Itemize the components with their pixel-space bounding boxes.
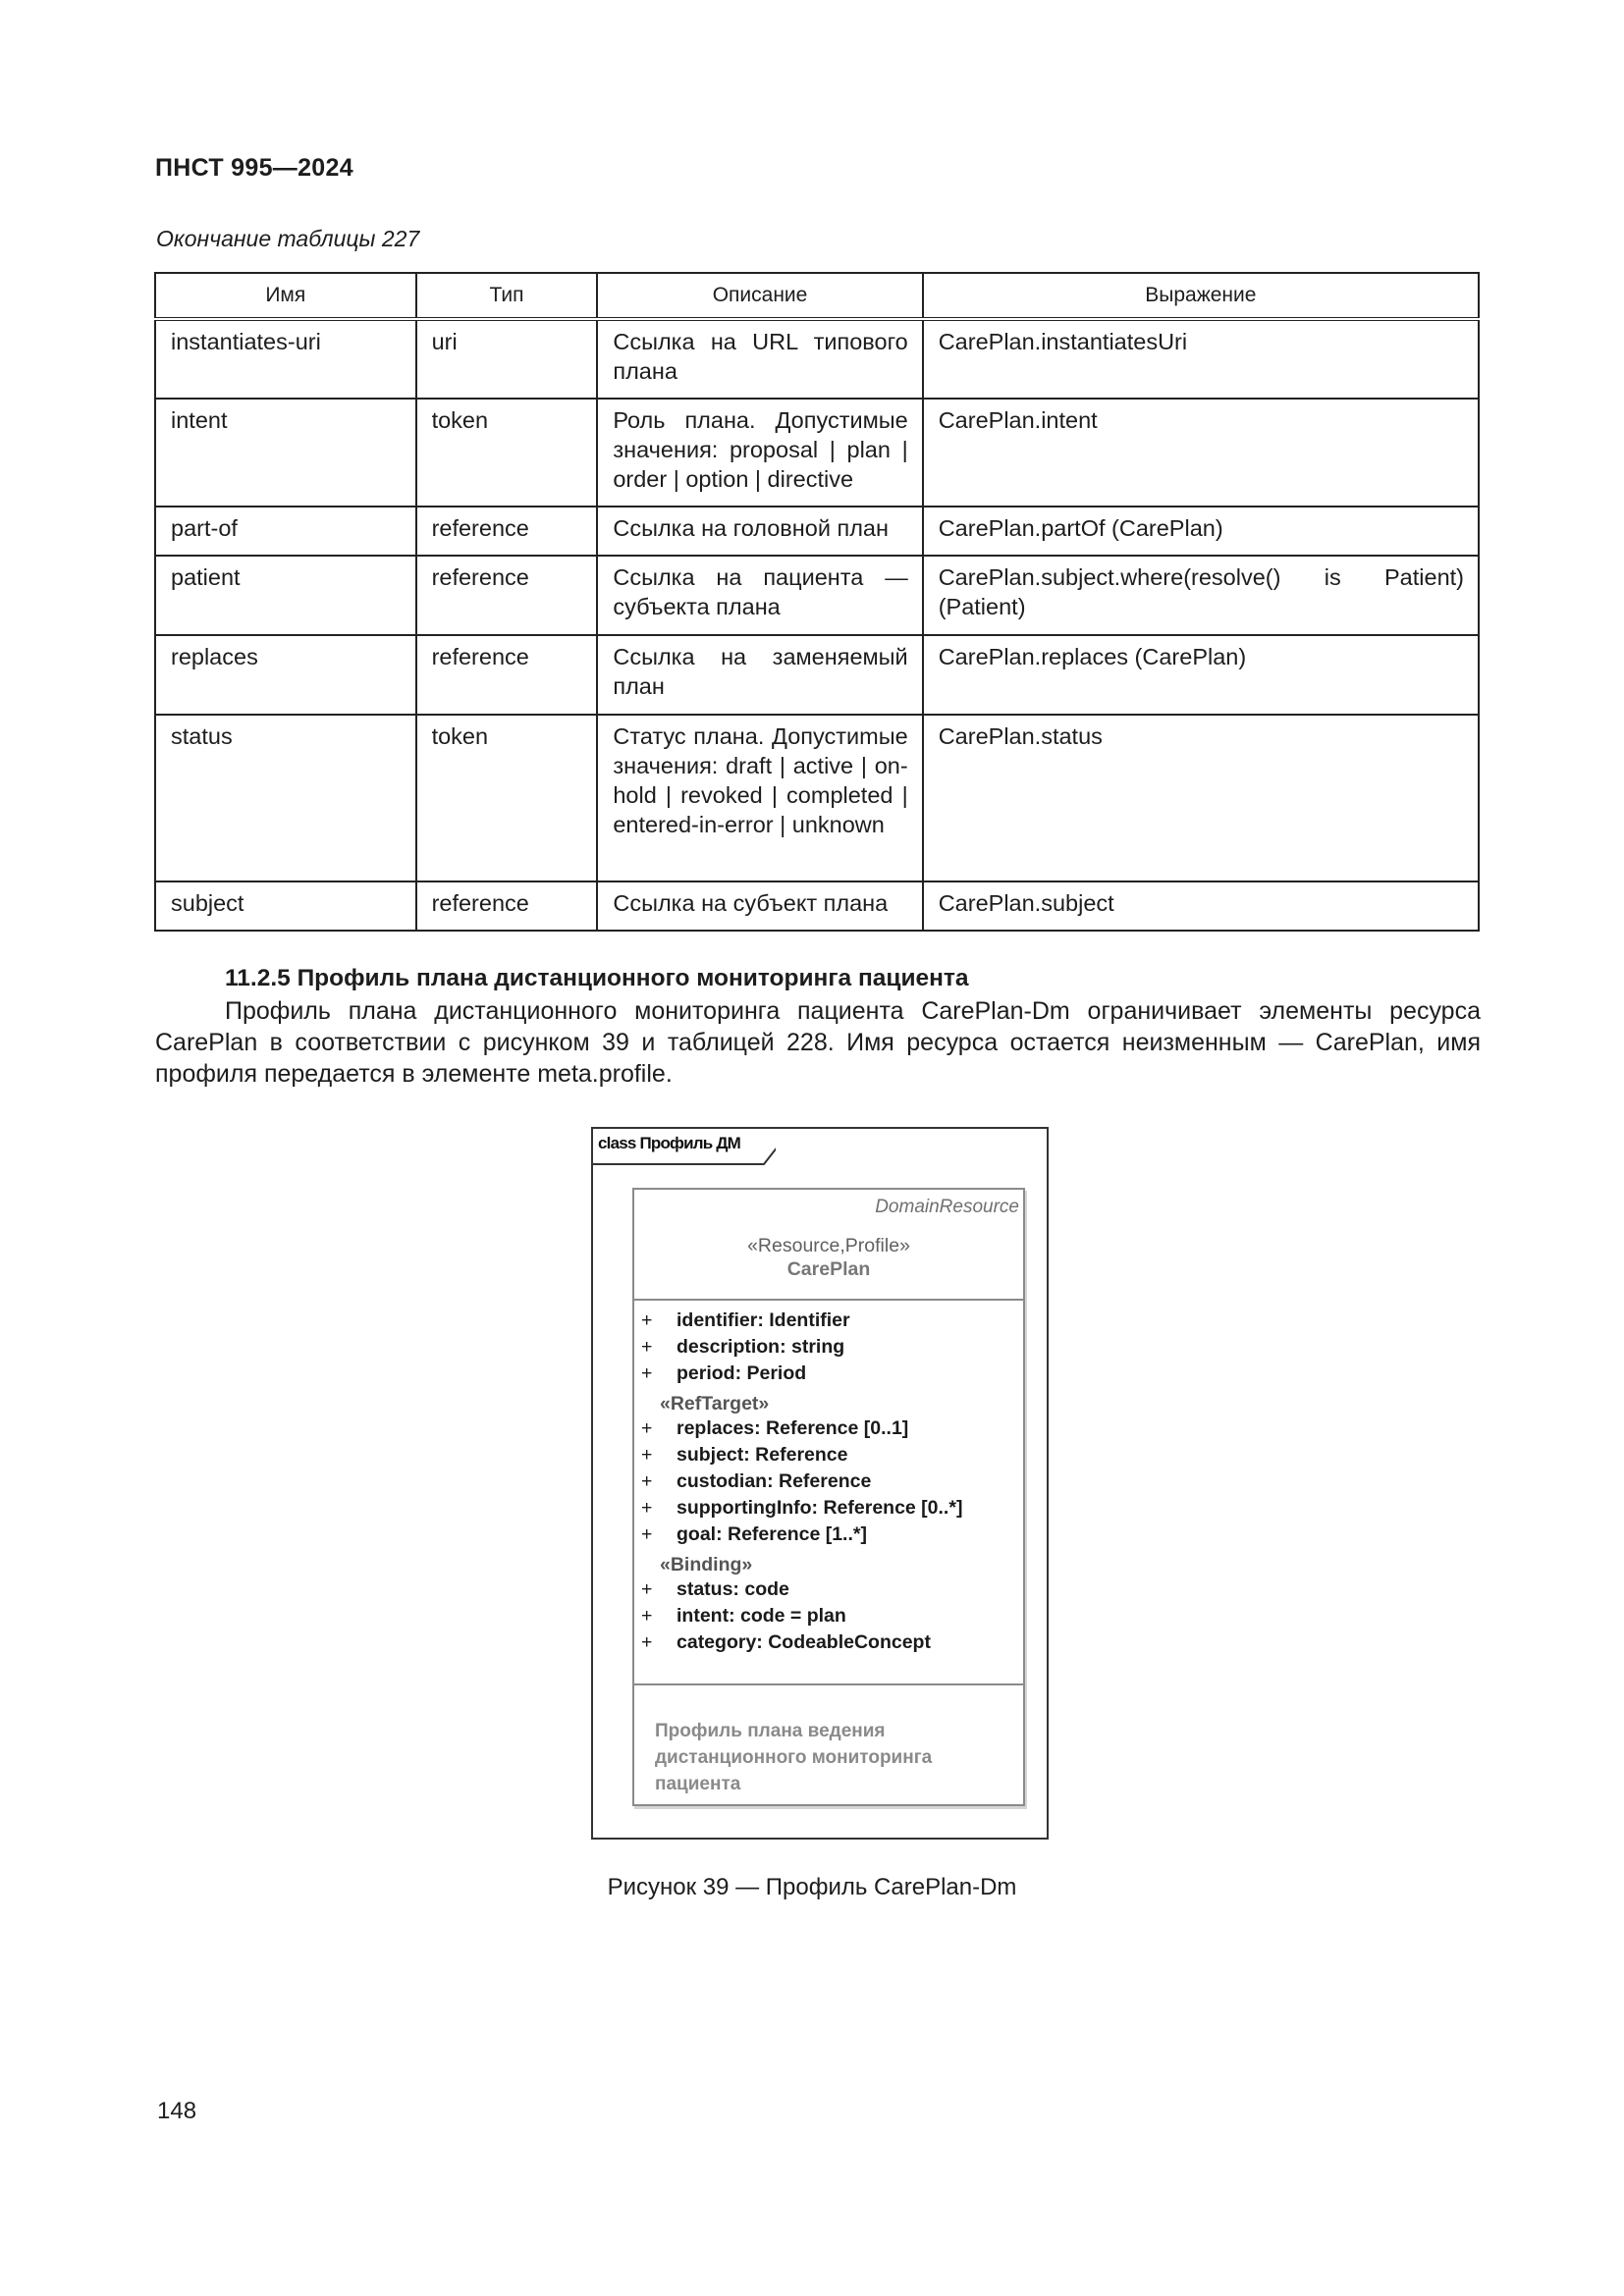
uml-attribute: + identifier: Identifier <box>641 1309 850 1331</box>
uml-attribute: + category: CodeableConcept <box>641 1631 931 1653</box>
uml-note-line: дистанционного мониторинга <box>655 1747 933 1768</box>
cell-expression: CarePlan.intent <box>923 399 1479 507</box>
table-row <box>155 507 1479 556</box>
cell-type: token <box>416 399 598 507</box>
table-row <box>155 881 1479 931</box>
cell-name: subject <box>155 881 416 931</box>
document-header: ПНСТ 995—2024 <box>155 154 353 182</box>
cell-type: uri <box>416 319 598 399</box>
cell-description: Ссылка на головной план <box>597 507 922 556</box>
cell-type: reference <box>416 507 598 556</box>
uml-parent-class: DomainResource <box>875 1197 1019 1217</box>
cell-expression: CarePlan.status <box>923 715 1479 881</box>
page-number: 148 <box>157 2098 197 2124</box>
cell-type: reference <box>416 556 598 635</box>
cell-type: reference <box>416 635 598 715</box>
uml-attribute: + subject: Reference <box>641 1444 848 1466</box>
cell-description: Ссылка на заменяемый план <box>597 635 922 715</box>
cell-description: Ссылка на субъект плана <box>597 881 922 931</box>
uml-note <box>634 1685 1023 1797</box>
uml-note-line: пациента <box>655 1774 741 1794</box>
cell-name: replaces <box>155 635 416 715</box>
uml-attributes <box>634 1301 1023 1685</box>
cell-expression: CarePlan.subject <box>923 881 1479 931</box>
cell-description: Ссылка на пациента — субъекта плана <box>597 556 922 635</box>
frame-label-tab <box>593 1129 776 1164</box>
cell-type: reference <box>416 881 598 931</box>
uml-diagram-frame <box>591 1127 1049 1840</box>
cell-name: patient <box>155 556 416 635</box>
section-paragraph: Профиль плана дистанционного мониторинга пациента CarePlan-Dm ограничивает элементы ресурса CarePlan в соответствии с рисунком 39 и таблицей 228. Имя ресурса остается неизменным — CarePlan, имя профиля передается в элементе meta.profile. <box>155 997 1481 1088</box>
col-header-description: Описание <box>597 273 922 319</box>
table-row <box>155 715 1479 881</box>
uml-group-reftarget: «RefTarget» <box>660 1393 770 1415</box>
cell-description: Ссылка на URL типового плана <box>597 319 922 399</box>
uml-class-careplan <box>632 1188 1025 1806</box>
cell-name: status <box>155 715 416 881</box>
uml-attribute: + description: string <box>641 1336 845 1358</box>
table-row <box>155 635 1479 715</box>
cell-expression: CarePlan.subject.where(resolve() is Patient) (Patient) <box>923 556 1479 635</box>
section-title: 11.2.5 Профиль плана дистанционного мониторинга пациента <box>225 965 969 991</box>
uml-note-line: Профиль плана ведения <box>655 1721 886 1741</box>
cell-name: instantiates-uri <box>155 319 416 399</box>
uml-attribute: + supportingInfo: Reference [0..*] <box>641 1497 963 1519</box>
table-row <box>155 399 1479 507</box>
table-row <box>155 319 1479 399</box>
uml-attribute: + intent: code = plan <box>641 1605 846 1627</box>
uml-class-header <box>634 1190 1023 1301</box>
cell-expression: CarePlan.instantiatesUri <box>923 319 1479 399</box>
cell-description: Роль плана. Допустимые значения: proposal | plan | order | option | directive <box>597 399 922 507</box>
figure-caption: Рисунок 39 — Профиль CarePlan-Dm <box>607 1874 1017 1900</box>
cell-description: Статус плана. Допустиmые значения: draft | active | on-hold | revoked | completed | entered-in-error | unknown <box>597 715 922 881</box>
cell-type: token <box>416 715 598 881</box>
col-header-type: Тип <box>416 273 598 319</box>
uml-class-name: CarePlan <box>786 1258 871 1280</box>
table-caption: Окончание таблицы 227 <box>156 226 420 251</box>
cell-expression: CarePlan.partOf (CarePlan) <box>923 507 1479 556</box>
uml-attribute: + period: Period <box>641 1362 807 1384</box>
uml-attribute: + goal: Reference [1..*] <box>641 1523 867 1545</box>
cell-name: intent <box>155 399 416 507</box>
table-row <box>155 556 1479 635</box>
uml-stereotype: «Resource,Profile» <box>747 1235 910 1256</box>
col-header-expression: Выражение <box>923 273 1479 319</box>
cell-name: part-of <box>155 507 416 556</box>
frame-label-text: class Профиль ДМ <box>598 1134 741 1152</box>
uml-attribute: + custodian: Reference <box>641 1470 872 1492</box>
uml-group-binding: «Binding» <box>660 1554 753 1575</box>
col-header-name: Имя <box>155 273 416 319</box>
cell-expression: CarePlan.replaces (CarePlan) <box>923 635 1479 715</box>
parameters-table <box>154 272 1480 932</box>
uml-attribute: + status: code <box>641 1578 789 1600</box>
table-header-row <box>155 273 1479 319</box>
uml-attribute: + replaces: Reference [0..1] <box>641 1417 909 1439</box>
